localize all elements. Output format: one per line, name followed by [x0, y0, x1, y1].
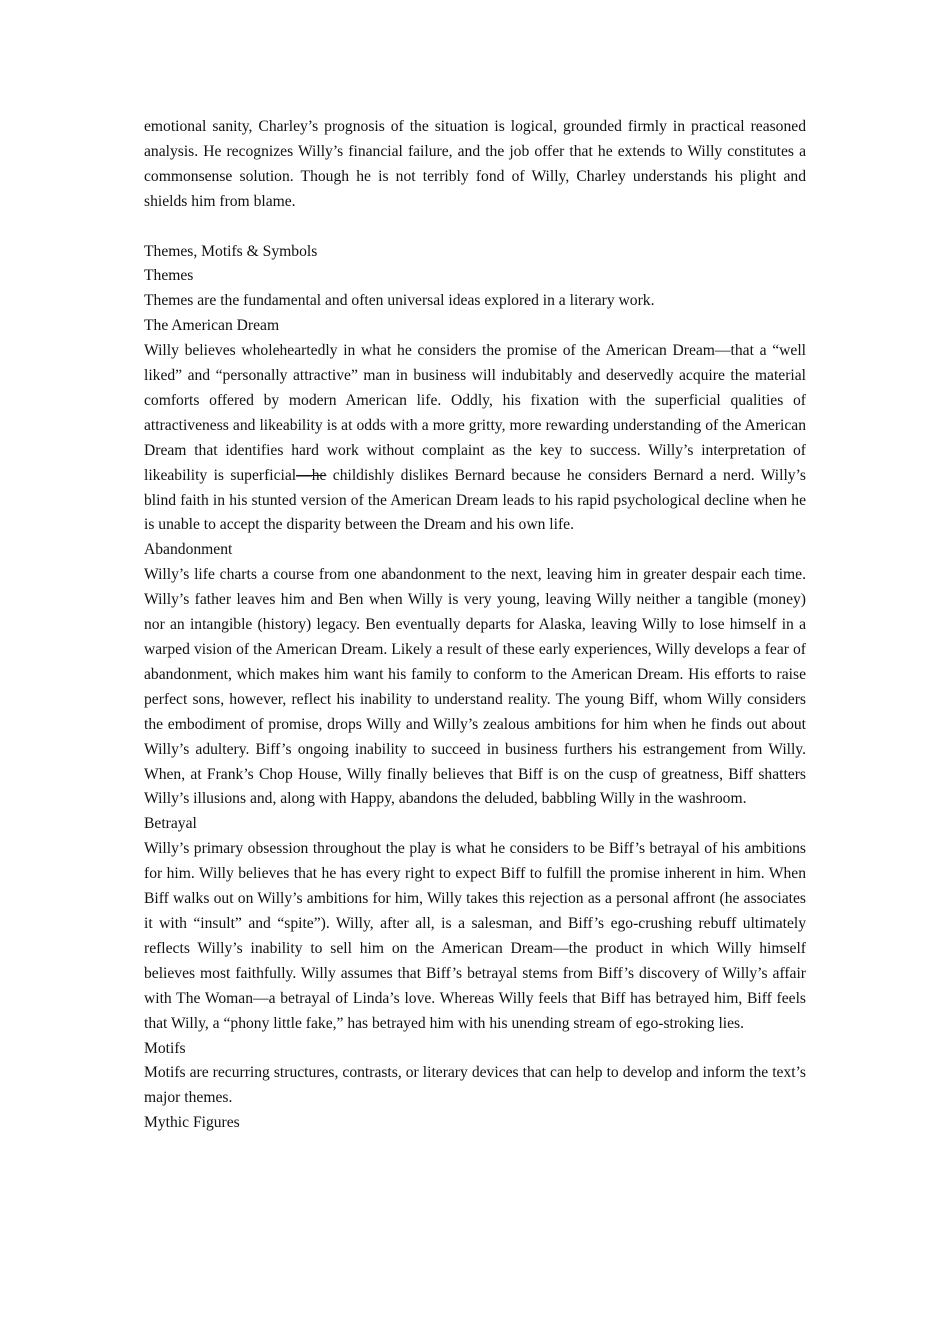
themes-definition: Themes are the fundamental and often universal ideas explored in a literary work. — [144, 292, 655, 310]
abandonment-heading: Abandonment — [144, 541, 233, 559]
abandonment-paragraph: Willy’s life charts a course from one abandonment to the next, leaving him in greater despair each time. Willy’s father leaves him and Ben when Willy is very young, leaving Willy neither a tangible (money) nor an intangible (history) legacy. Ben eventually departs for Alaska, leaving Willy to lose himself in a warped vision of the American Dream. Likely a result of these early experiences, Willy develops a fear of abandonment, which makes him want his family to conform to the American Dream. His efforts to raise perfect sons, however, reflect his inability to understand reality. The young Biff, whom Willy considers the embodiment of promise, drops Willy and Willy’s zealous ambitions for him when he finds out about Willy’s adultery. Biff’s ongoing inability to succeed in business furthers his estrangement from Willy. When, at Frank’s Chop House, Willy finally believes that Biff is on the cusp of greatness, Biff shatters Willy’s illusions and, along with Happy, abandons the deluded, babbling Willy in the washroom. — [144, 566, 806, 808]
document-page — [144, 115, 806, 1136]
american-dream-text-part2: childishly dislikes Bernard because he considers Bernard a nerd. Willy’s blind faith in his stunted version of the American Dream leads to his rapid psychological decline when he is unable to accept the disparity between the Dream and his own life. — [144, 466, 806, 534]
mythic-figures-heading: Mythic Figures — [144, 1114, 240, 1132]
motifs-definition: Motifs are recurring structures, contrasts, or literary devices that can help to develop and inform the text’s major themes. — [144, 1064, 806, 1107]
betrayal-paragraph: Willy’s primary obsession throughout the play is what he considers to be Biff’s betrayal of his ambitions for him. Willy believes that he has every right to expect Biff to fulfill the promise inherent in him. When Biff walks out on Willy’s ambitions for him, Willy takes this rejection as a personal affront (he associates it with “insult” and “spite”). Willy, after all, is a salesman, and Biff’s ego-crushing rebuff ultimately reflects Willy’s inability to sell him on the American Dream—the product in which Willy himself believes most faithfully. Willy assumes that Biff’s betrayal stems from Biff’s discovery of Willy’s affair with The Woman—a betrayal of Linda’s love. Whereas Willy feels that Biff has betrayed him, Biff feels that Willy, a “phony little fake,” has betrayed him with his unending stream of ego-stroking lies. — [144, 840, 806, 1032]
american-dream-text-part1: Willy believes wholeheartedly in what he considers the promise of the American Dream—that a “well liked” and “personally attractive” man in business will indubitably and deservedly acquire the material comforts offered by modern American life. Oddly, his fixation with the superficial qualities of attractiveness and likeability is at odds with a more gritty, more rewarding understanding of the American Dream that identifies hard work without complaint as the key to success. Willy’s interpretation of likeability is superficial — [144, 342, 806, 484]
american-dream-paragraph — [144, 339, 806, 538]
motifs-heading: Motifs — [144, 1039, 186, 1057]
blank-line — [144, 215, 806, 240]
struck-text: —he — [296, 466, 327, 484]
betrayal-heading: Betrayal — [144, 815, 197, 833]
themes-heading: Themes — [144, 267, 194, 285]
section-title: Themes, Motifs & Symbols — [144, 242, 318, 260]
intro-paragraph: emotional sanity, Charley’s prognosis of the situation is logical, grounded firmly in practical reasoned analysis. He recognizes Willy’s financial failure, and the job offer that he extends to Willy constitutes a commonsense solution. Though he is not terribly fond of Willy, Charley understands his plight and shields him from blame. — [144, 118, 806, 210]
american-dream-heading: The American Dream — [144, 317, 280, 335]
